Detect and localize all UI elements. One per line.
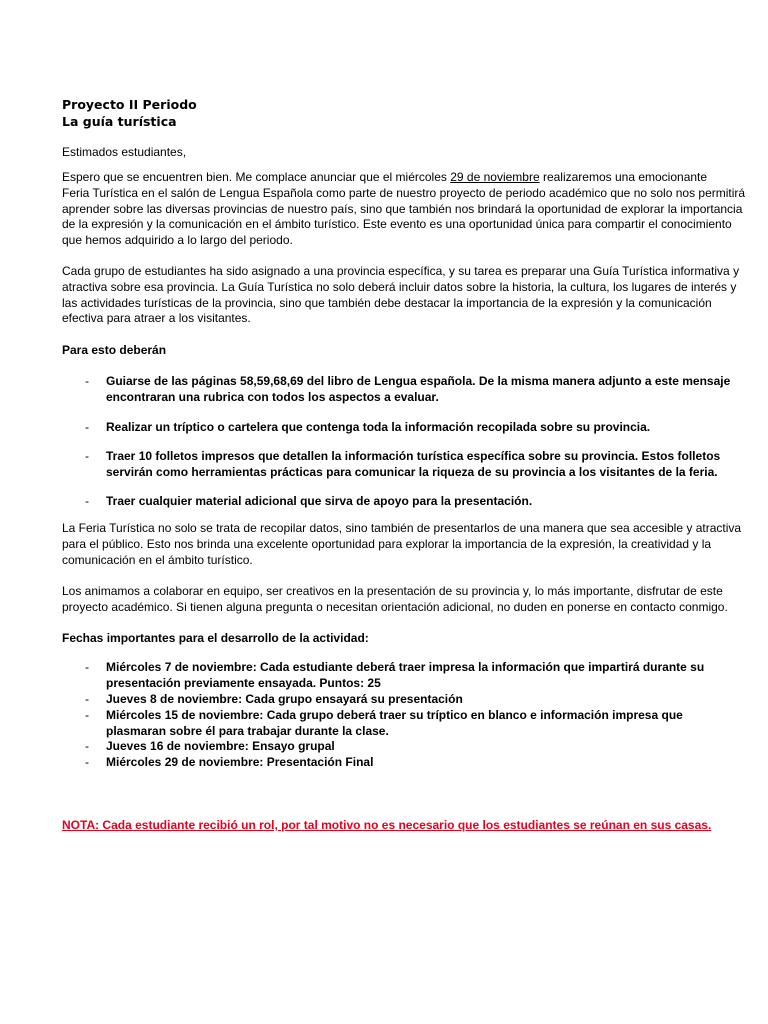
dates-heading: Fechas importantes para el desarrollo de la actividad: xyxy=(62,631,369,645)
list-item xyxy=(106,739,335,755)
title-line-1: Proyecto II Periodo xyxy=(62,97,197,112)
title-line-2: La guía turística xyxy=(62,114,177,129)
paragraph-line: Los animamos a colaborar en equipo, ser creativos en la presentación de su provincia y, lo más importante, disfrutar de este xyxy=(62,584,723,598)
list-item xyxy=(106,660,704,692)
list-item-line: Jueves 16 de noviembre: Ensayo grupal xyxy=(106,739,335,753)
intro-line-1 xyxy=(62,170,745,186)
list-item-line: Traer 10 folletos impresos que detallen la información turística específica sobre su provincia. Estos folletos xyxy=(106,449,721,463)
event-date: 29 de noviembre xyxy=(450,170,540,184)
intro-line-3: aprender sobre las diversas provincias de nuestro país, sino que también nos brindará la oportunidad de explorar la importancia xyxy=(62,201,743,216)
document-title xyxy=(62,96,197,130)
intro-line-1-post: realizaremos una emocionante xyxy=(539,170,708,184)
feria-paragraph xyxy=(62,521,741,568)
list-bullet: - xyxy=(85,755,89,769)
list-bullet: - xyxy=(85,692,89,706)
intro-line-4: de la expresión y la comunicación en el ámbito turístico. Este evento es una oportunidad única para compartir el conocimiento xyxy=(62,217,732,232)
list-item xyxy=(106,708,683,740)
list-item-line: presentación previamente ensayada. Puntos: 25 xyxy=(106,675,381,690)
note-text: NOTA: Cada estudiante recibió un rol, por tal motivo no es necesario que los estudiantes se reúnan en sus casas. xyxy=(62,818,712,832)
paragraph-line: proyecto académico. Si tienen alguna pregunta o necesitan orientación adicional, no duden en ponerse en contacto conmigo. xyxy=(62,599,728,614)
list-item-line: Realizar un tríptico o cartelera que contenga toda la información recopilada sobre su provincia. xyxy=(106,420,651,434)
tasks-heading: Para esto deberán xyxy=(62,343,167,357)
list-bullet: - xyxy=(85,420,89,434)
greeting: Estimados estudiantes, xyxy=(62,145,187,159)
paragraph-line: comunicación en el ámbito turístico. xyxy=(62,552,253,567)
intro-line-2: Feria Turística en el salón de Lengua Española como parte de nuestro proyecto de periodo académico que no solo nos permitirá xyxy=(62,185,746,200)
list-item xyxy=(106,755,373,771)
list-bullet: - xyxy=(85,374,89,388)
list-item-line: Miércoles 29 de noviembre: Presentación Final xyxy=(106,755,374,769)
list-item-line: Miércoles 15 de noviembre: Cada grupo deberá traer su tríptico en blanco e información impresa que xyxy=(106,708,683,722)
list-bullet: - xyxy=(85,660,89,674)
list-bullet: - xyxy=(85,494,89,508)
paragraph-line: para el público. Esto nos brinda una excelente oportunidad para explorar la importancia de la expresión, la creatividad y la xyxy=(62,536,712,551)
list-item xyxy=(106,692,463,708)
list-item-line: servirán como herramientas prácticas para comunicar la riqueza de su provincia a los visitantes de la feria. xyxy=(106,464,718,479)
intro-line-1-pre: Espero que se encuentren bien. Me complace anunciar que el miércoles xyxy=(62,170,451,184)
list-item-line: Jueves 8 de noviembre: Cada grupo ensayará su presentación xyxy=(106,692,463,706)
list-item-line: plasmaran sobre él para trabajar durante la clase. xyxy=(106,723,389,738)
list-item xyxy=(106,420,650,436)
paragraph-line: La Feria Turística no solo se trata de recopilar datos, sino también de presentarlos de una manera que sea accesible y atractiva xyxy=(62,521,742,535)
paragraph-line: efectiva para atraer a los visitantes. xyxy=(62,311,251,326)
intro-line-5: que hemos adquirido a lo largo del periodo. xyxy=(62,233,293,248)
closing-paragraph xyxy=(62,584,728,616)
list-bullet: - xyxy=(85,739,89,753)
list-item xyxy=(106,494,532,510)
paragraph-line: atractiva sobre esa provincia. La Guía Turística no solo deberá incluir datos sobre la historia, la cultura, los lugares de interés y xyxy=(62,279,737,294)
list-item-line: Guiarse de las páginas 58,59,68,69 del libro de Lengua española. De la misma manera adjunto a este mensaje xyxy=(106,374,731,388)
paragraph-line: las actividades turísticas de la provincia, sino que también debe destacar la importancia de la expresión y la comunicación xyxy=(62,295,712,310)
list-item-line: Traer cualquier material adicional que sirva de apoyo para la presentación. xyxy=(106,494,533,508)
list-item-line: Miércoles 7 de noviembre: Cada estudiante deberá traer impresa la información que impartirá durante su xyxy=(106,660,705,674)
list-item-line: encontraran una rubrica con todos los aspectos a evaluar. xyxy=(106,389,439,404)
assignment-paragraph xyxy=(62,264,739,327)
list-bullet: - xyxy=(85,708,89,722)
list-item xyxy=(106,374,730,406)
intro-paragraph xyxy=(62,170,745,249)
list-item xyxy=(106,449,720,481)
list-bullet: - xyxy=(85,449,89,463)
paragraph-line: Cada grupo de estudiantes ha sido asignado a una provincia específica, y su tarea es preparar una Guía Turística informativa y xyxy=(62,264,740,278)
